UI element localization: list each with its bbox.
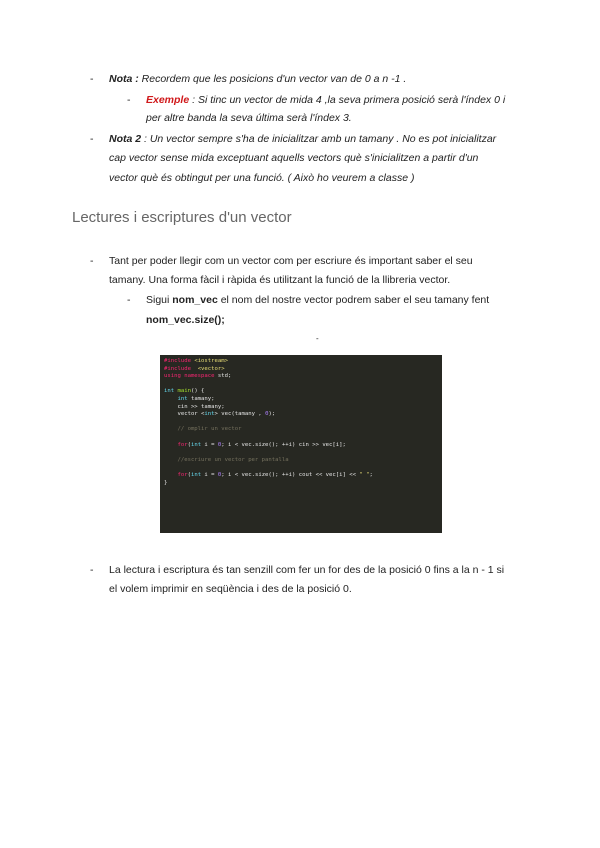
note-2-line-2: cap vector sense mida exceptuant aquells vectors què s'inicialitzen a partir d'un <box>109 152 479 164</box>
stray-mark: - <box>316 334 319 343</box>
note-2-line-1 <box>109 132 496 146</box>
code-token: cin >> tamany; <box>164 403 225 410</box>
code-block <box>160 355 442 490</box>
note-1 <box>109 72 406 86</box>
code-token: std; <box>214 373 232 380</box>
code-token: i = <box>201 441 218 448</box>
bullet-dash: - <box>90 255 94 267</box>
code-token: ; i < vec.size(); ++i) cout << vec[i] << <box>221 471 360 478</box>
code-token: for <box>164 441 188 448</box>
note-2-line-3: vector què és obtingut per una funció. ( Això ho veurem a classe ) <box>109 172 415 184</box>
para-2-line-2: el volem imprimir en seqüència i des de la posició 0. <box>109 583 352 595</box>
code-token: i = <box>201 471 218 478</box>
code-token: int <box>204 411 215 418</box>
code-token: <vector> <box>190 365 225 372</box>
sub-item-post: el nom del nostre vector podrem saber el seu tamany fent <box>217 294 490 306</box>
code-token: main <box>174 388 191 395</box>
code-token: //escriure un vector per pantalla <box>164 456 289 463</box>
sub-item-line-2 <box>146 313 225 327</box>
code-token: vector < <box>164 411 205 418</box>
code-token: 0 <box>217 441 222 448</box>
para-2-line-1: La lectura i escriptura és tan senzill com fer un for des de la posició 0 fins a la n - 1 si <box>109 564 505 576</box>
code-token: ( <box>187 471 191 478</box>
bullet-dash: - <box>90 133 94 145</box>
code-token: int <box>190 471 202 478</box>
sub-item-pre: Sigui <box>146 294 173 306</box>
example-line-1 <box>146 93 505 107</box>
bullet-dash: - <box>90 73 94 85</box>
section-heading: Lectures i escriptures d'un vector <box>72 209 292 226</box>
code-token: int <box>164 395 188 402</box>
example-label: Exemple <box>146 94 190 106</box>
code-token: <iostream> <box>190 358 228 364</box>
code-token: #include <box>164 365 191 372</box>
code-token: for <box>164 471 188 478</box>
bullet-dash: - <box>90 564 94 576</box>
note-1-text: Recordem que les posicions d'un vector van de 0 a n -1 . <box>138 73 407 85</box>
code-token: } <box>164 479 168 486</box>
code-token: > vec(tamany , <box>214 411 266 418</box>
example-line-2: per altre banda la seva última serà l'índex 3. <box>146 112 352 124</box>
code-token: ; <box>369 471 373 478</box>
code-token: #include <box>164 358 191 364</box>
code-token: int <box>164 388 175 395</box>
para-1-line-1: Tant per poder llegir com un vector com per escriure és important saber el seu <box>109 255 473 267</box>
code-token: ; i < vec.size(); ++i) cin >> vec[i]; <box>221 441 346 448</box>
sub-bullet-dash: - <box>127 294 131 306</box>
note-1-label: Nota : <box>109 73 139 85</box>
sub-bullet-dash: - <box>127 94 131 106</box>
code-token: using namespace <box>164 373 215 380</box>
note-2-text-1: : Un vector sempre s'ha de inicialitzar amb un tamany . No es pot inicialitzar <box>141 133 497 145</box>
example-text-1: : Si tinc un vector de mida 4 ,la seva primera posició serà l'índex 0 i <box>189 94 506 106</box>
code-token: int <box>190 441 202 448</box>
para-1-line-2: tamany. Una forma fàcil i ràpida és utilitzant la funció de la llibreria vector. <box>109 274 451 286</box>
code-token: ( <box>187 441 191 448</box>
sub-item-code: nom_vec.size(); <box>146 314 225 326</box>
code-screenshot <box>160 355 442 533</box>
code-token: ); <box>268 411 276 418</box>
code-token: 0 <box>217 471 222 478</box>
code-token: () { <box>190 388 205 395</box>
note-2-label: Nota 2 <box>109 133 142 145</box>
code-token: 0 <box>265 411 269 418</box>
code-token: " " <box>359 471 370 478</box>
code-token: tamany; <box>187 395 215 402</box>
code-token: // omplir un vector <box>164 426 242 433</box>
sub-item-line-1 <box>146 293 489 307</box>
sub-item-bold: nom_vec <box>172 294 218 306</box>
